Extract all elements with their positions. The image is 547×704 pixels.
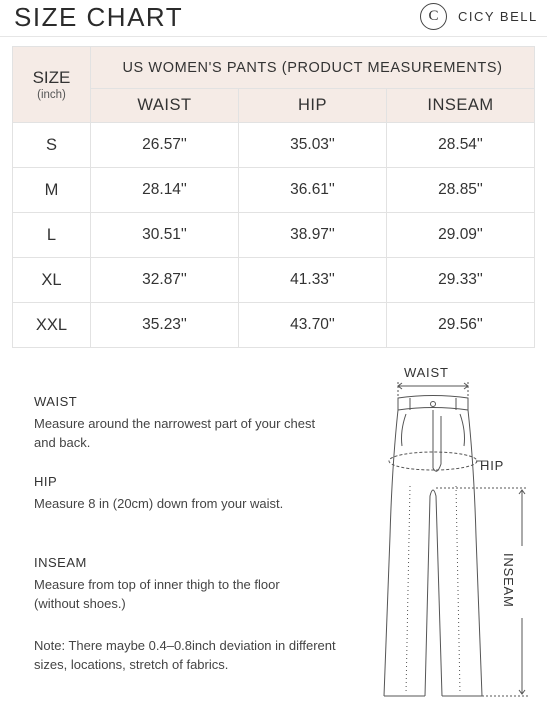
deviation-note <box>34 636 364 674</box>
page-title: SIZE CHART <box>14 2 184 32</box>
header-divider <box>0 36 547 37</box>
hip-cell: 36.61'' <box>239 168 387 213</box>
right-pocket <box>460 414 465 446</box>
waist-guide <box>34 394 324 452</box>
inseam-guide <box>34 555 324 613</box>
inseam-cell: 29.09'' <box>387 213 535 258</box>
hip-cell: 43.70'' <box>239 303 387 348</box>
brand-logo-icon <box>420 3 447 30</box>
fly-stitch <box>433 410 441 471</box>
waistband <box>398 396 468 411</box>
table-row <box>13 123 535 168</box>
table-row <box>13 258 535 303</box>
inseam-cell: 28.85'' <box>387 168 535 213</box>
table-row <box>13 168 535 213</box>
waist-cell: 30.51'' <box>91 213 239 258</box>
column-header-inseam: INSEAM <box>387 89 535 123</box>
column-header-hip: HIP <box>239 89 387 123</box>
left-pocket <box>402 414 407 446</box>
pants-diagram <box>370 356 547 699</box>
column-header-waist: WAIST <box>91 89 239 123</box>
hip-cell: 38.97'' <box>239 213 387 258</box>
table-row <box>13 303 535 348</box>
inseam-guide-title: INSEAM <box>34 555 87 570</box>
deviation-note-text: Note: There maybe 0.4–0.8inch deviation in different sizes, locations, stretch of fabrics. <box>34 638 336 672</box>
table-row <box>13 213 535 258</box>
left-crease <box>406 486 410 694</box>
waist-cell: 32.87'' <box>91 258 239 303</box>
logo-mark: C <box>428 8 439 24</box>
size-table <box>12 46 535 348</box>
waist-guide-text: Measure around the narrowest part of your chest and back. <box>34 416 316 450</box>
right-crease <box>456 486 460 694</box>
hip-guide <box>34 474 324 513</box>
inseam-guide-text: Measure from top of inner thigh to the floor (without shoes.) <box>34 577 280 611</box>
inseam-cell: 28.54'' <box>387 123 535 168</box>
diagram-hip-label: HIP <box>480 458 505 473</box>
size-cell: XL <box>13 258 91 303</box>
size-cell: M <box>13 168 91 213</box>
size-label: SIZE <box>32 67 71 87</box>
hip-guide-title: HIP <box>34 474 58 489</box>
size-cell: L <box>13 213 91 258</box>
inseam-cell: 29.33'' <box>387 258 535 303</box>
brand-name: CICY BELL <box>458 9 538 24</box>
pants-illustration-icon <box>370 356 547 699</box>
hip-cell: 41.33'' <box>239 258 387 303</box>
size-cell: XXL <box>13 303 91 348</box>
waist-cell: 35.23'' <box>91 303 239 348</box>
size-column-header <box>13 47 91 123</box>
size-cell: S <box>13 123 91 168</box>
hip-guide-text: Measure 8 in (20cm) down from your waist. <box>34 496 284 511</box>
page-header <box>0 0 547 36</box>
diagram-waist-label: WAIST <box>404 365 449 380</box>
inseam-seams <box>425 490 442 696</box>
waist-cell: 26.57'' <box>91 123 239 168</box>
waist-button <box>431 402 436 407</box>
size-unit: (inch) <box>37 88 66 101</box>
left-outer-seam <box>384 410 398 696</box>
inseam-cell: 29.56'' <box>387 303 535 348</box>
group-header: US WOMEN'S PANTS (PRODUCT MEASUREMENTS) <box>91 47 535 89</box>
diagram-inseam-label: INSEAM <box>501 553 516 608</box>
hip-cell: 35.03'' <box>239 123 387 168</box>
right-outer-seam <box>468 410 482 696</box>
waist-cell: 28.14'' <box>91 168 239 213</box>
waist-guide-title: WAIST <box>34 394 78 409</box>
